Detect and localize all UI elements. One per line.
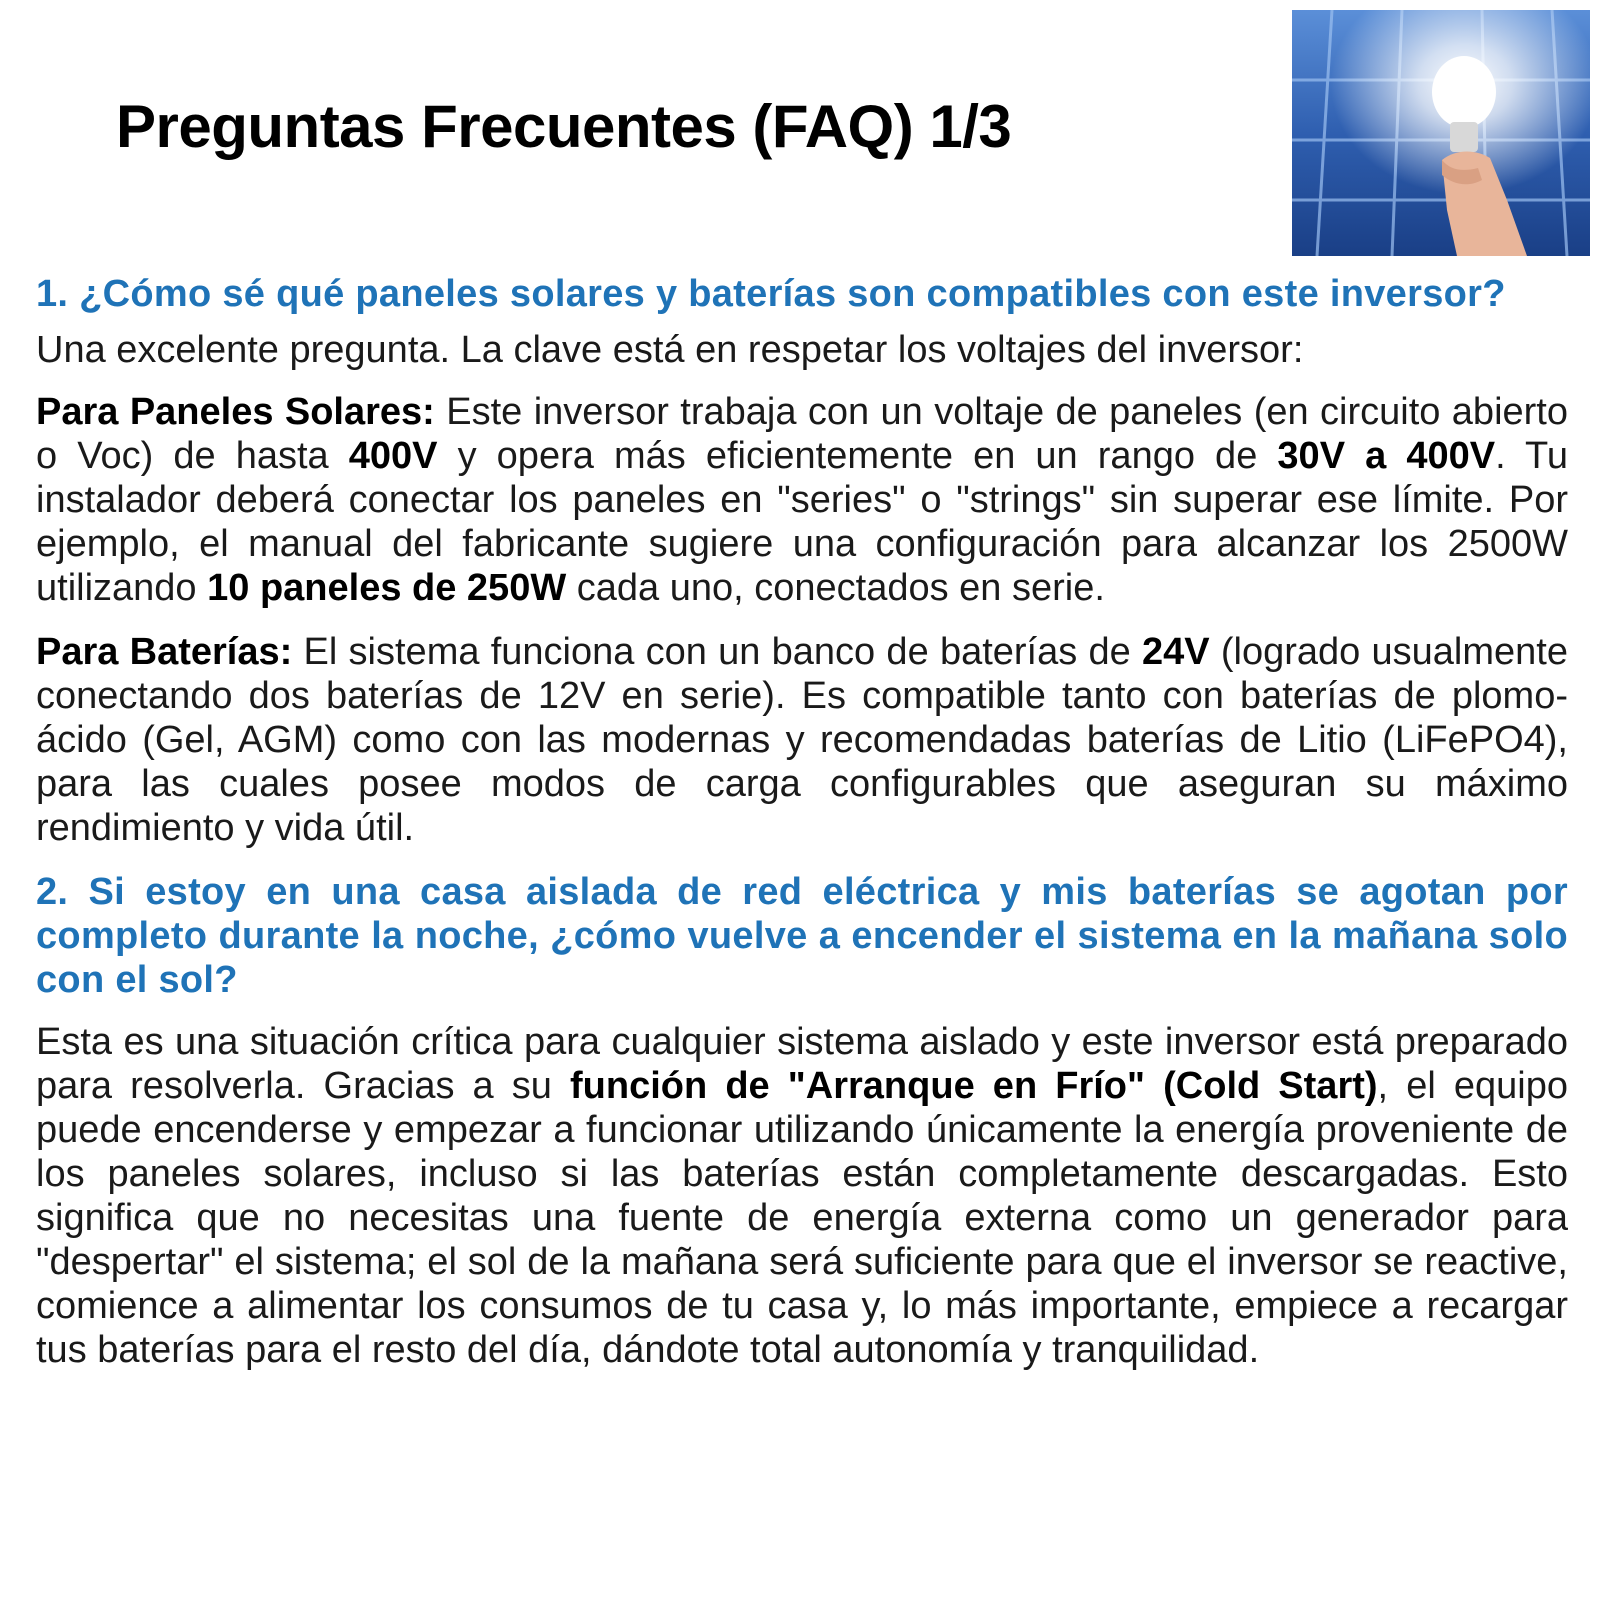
batteries-label: Para Baterías: (36, 631, 293, 673)
solar-lightbulb-photo (1292, 10, 1590, 256)
faq-question-2: 2. Si estoy en una casa aislada de red eléctrica y mis baterías se agotan por completo durante la noche, ¿cómo vuelve a encender el sistema en la mañana solo con el sol? (36, 871, 1568, 1001)
page-title: Preguntas Frecuentes (FAQ) 1/3 (116, 93, 1012, 160)
faq-answer-1-panels: Para Paneles Solares: Este inversor trabaja con un voltaje de paneles (en circuito abierto o Voc) de hasta 400V y opera más eficientemente en un rango de 30V a 400V. Tu instalador deberá conectar los paneles en "series" o "strings" sin superar ese límite. Por ejemplo, el manual del fabricante sugiere una configuración para alcanzar los 2500W utilizando 10 paneles de 250W cada uno, conectados en serie. (36, 391, 1568, 609)
faq-answer-2: Esta es una situación crítica para cualquier sistema aislado y este inversor está preparado para resolverla. Gracias a su función de "Arranque en Frío" (Cold Start), el equipo puede encenderse y empezar a funcionar utilizando únicamente la energía proveniente de los paneles solares, incluso si las baterías están completamente descargadas. Esto significa que no necesitas una fuente de energía externa como un generador para "despertar" el sistema; el sol de la mañana será suficiente para que el inversor se reactive, comience a alimentar los consumos de tu casa y, lo más importante, empiece a recargar tus baterías para el resto del día, dándote total autonomía y tranquilidad. (36, 1021, 1568, 1371)
faq-content (36, 272, 1568, 1392)
faq-answer-1-batteries: Para Baterías: El sistema funciona con un banco de baterías de 24V (logrado usualmente conectando dos baterías de 12V en serie). Es compatible tanto con baterías de plomo-ácido (Gel, AGM) como con las modernas y recomendadas baterías de Litio (LiFePO4), para las cuales posee modos de carga configurables que aseguran su máximo rendimiento y vida útil. (36, 631, 1568, 849)
faq-question-1: 1. ¿Cómo sé qué paneles solares y baterías son compatibles con este inversor? (36, 273, 1506, 315)
panels-label: Para Paneles Solares: (36, 391, 435, 433)
faq-answer-1-intro: Una excelente pregunta. La clave está en respetar los voltajes del inversor: (36, 329, 1304, 371)
